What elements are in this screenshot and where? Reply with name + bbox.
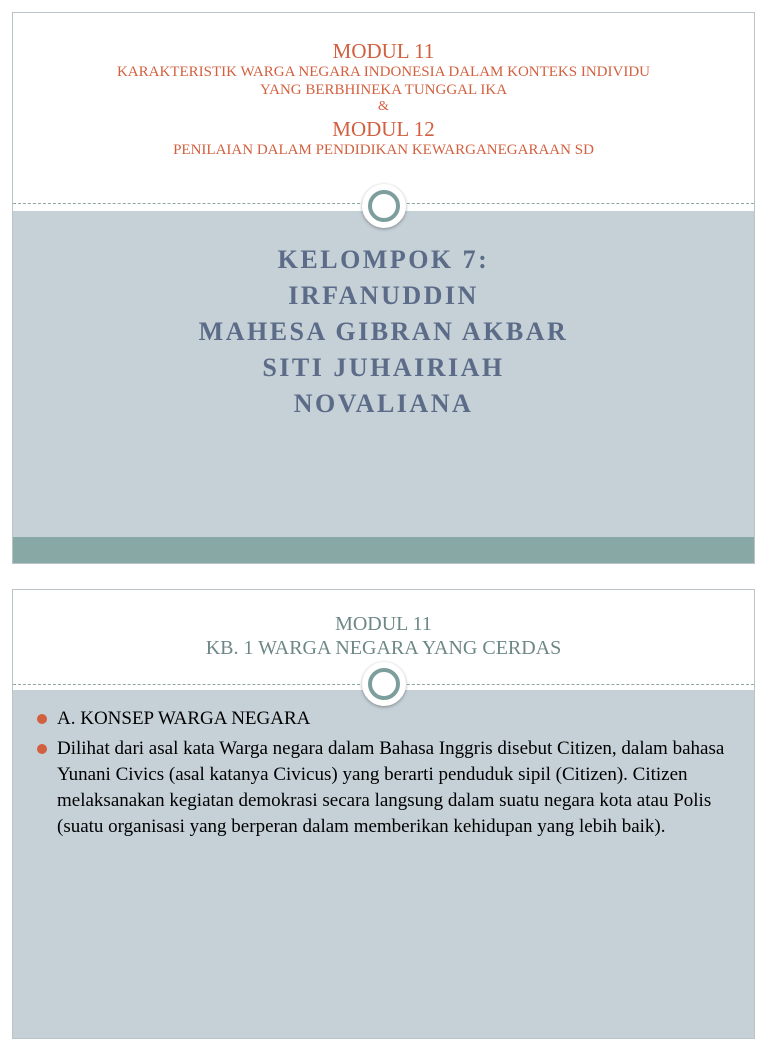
slide-2-title-line-2: KB. 1 WARGA NEGARA YANG CERDAS: [205, 637, 562, 659]
member-name: SITI JUHAIRIAH: [262, 353, 505, 382]
slide-2-title-line-1: MODUL 11: [335, 613, 432, 635]
modul-11-subtitle-line-2: YANG BERBHINEKA TUNGGAL IKA: [259, 82, 508, 98]
bullet-dot-icon: [37, 744, 47, 754]
group-label: KELOMPOK 7:: [277, 245, 490, 274]
slide-2-title-block: [13, 612, 754, 660]
slide-1: [12, 12, 755, 564]
list-item: [35, 706, 732, 732]
list-item-text: Dilihat dari asal kata Warga negara dalam Bahasa Inggris disebut Citizen, dalam bahasa Yunani Civics (asal katanya Civicus) yang berarti penduduk sipil (Citizen). Citizen melaksanakan kegiatan demokrasi secara langsung dalam suatu negara kota atau Polis (suatu organisasi yang berperan dalam memberikan kehidupan yang lebih baik).: [57, 738, 725, 837]
bottom-accent-band: [13, 537, 754, 564]
group-members: [13, 242, 754, 422]
member-name: NOVALIANA: [293, 389, 474, 418]
list-item-text: A. KONSEP WARGA NEGARA: [57, 708, 311, 729]
bullet-list: [35, 706, 732, 844]
member-name: MAHESA GIBRAN AKBAR: [198, 317, 569, 346]
list-item: [35, 736, 732, 840]
modul-11-subtitle-line-1: KARAKTERISTIK WARGA NEGARA INDONESIA DALAM KONTEKS INDIVIDU: [116, 64, 651, 80]
slide-2: [12, 589, 755, 1039]
bullet-dot-icon: [37, 714, 47, 724]
member-name: IRFANUDDIN: [288, 281, 479, 310]
ampersand: &: [378, 99, 389, 114]
modul-11-title: MODUL 11: [332, 39, 435, 63]
modul-12-title: MODUL 12: [332, 117, 435, 141]
slide-1-title-block: [13, 39, 754, 159]
ring-ornament-icon: [362, 662, 406, 706]
modul-12-subtitle: PENILAIAN DALAM PENDIDIKAN KEWARGANEGARAAN SD: [173, 142, 594, 158]
ring-ornament-icon: [362, 184, 406, 228]
